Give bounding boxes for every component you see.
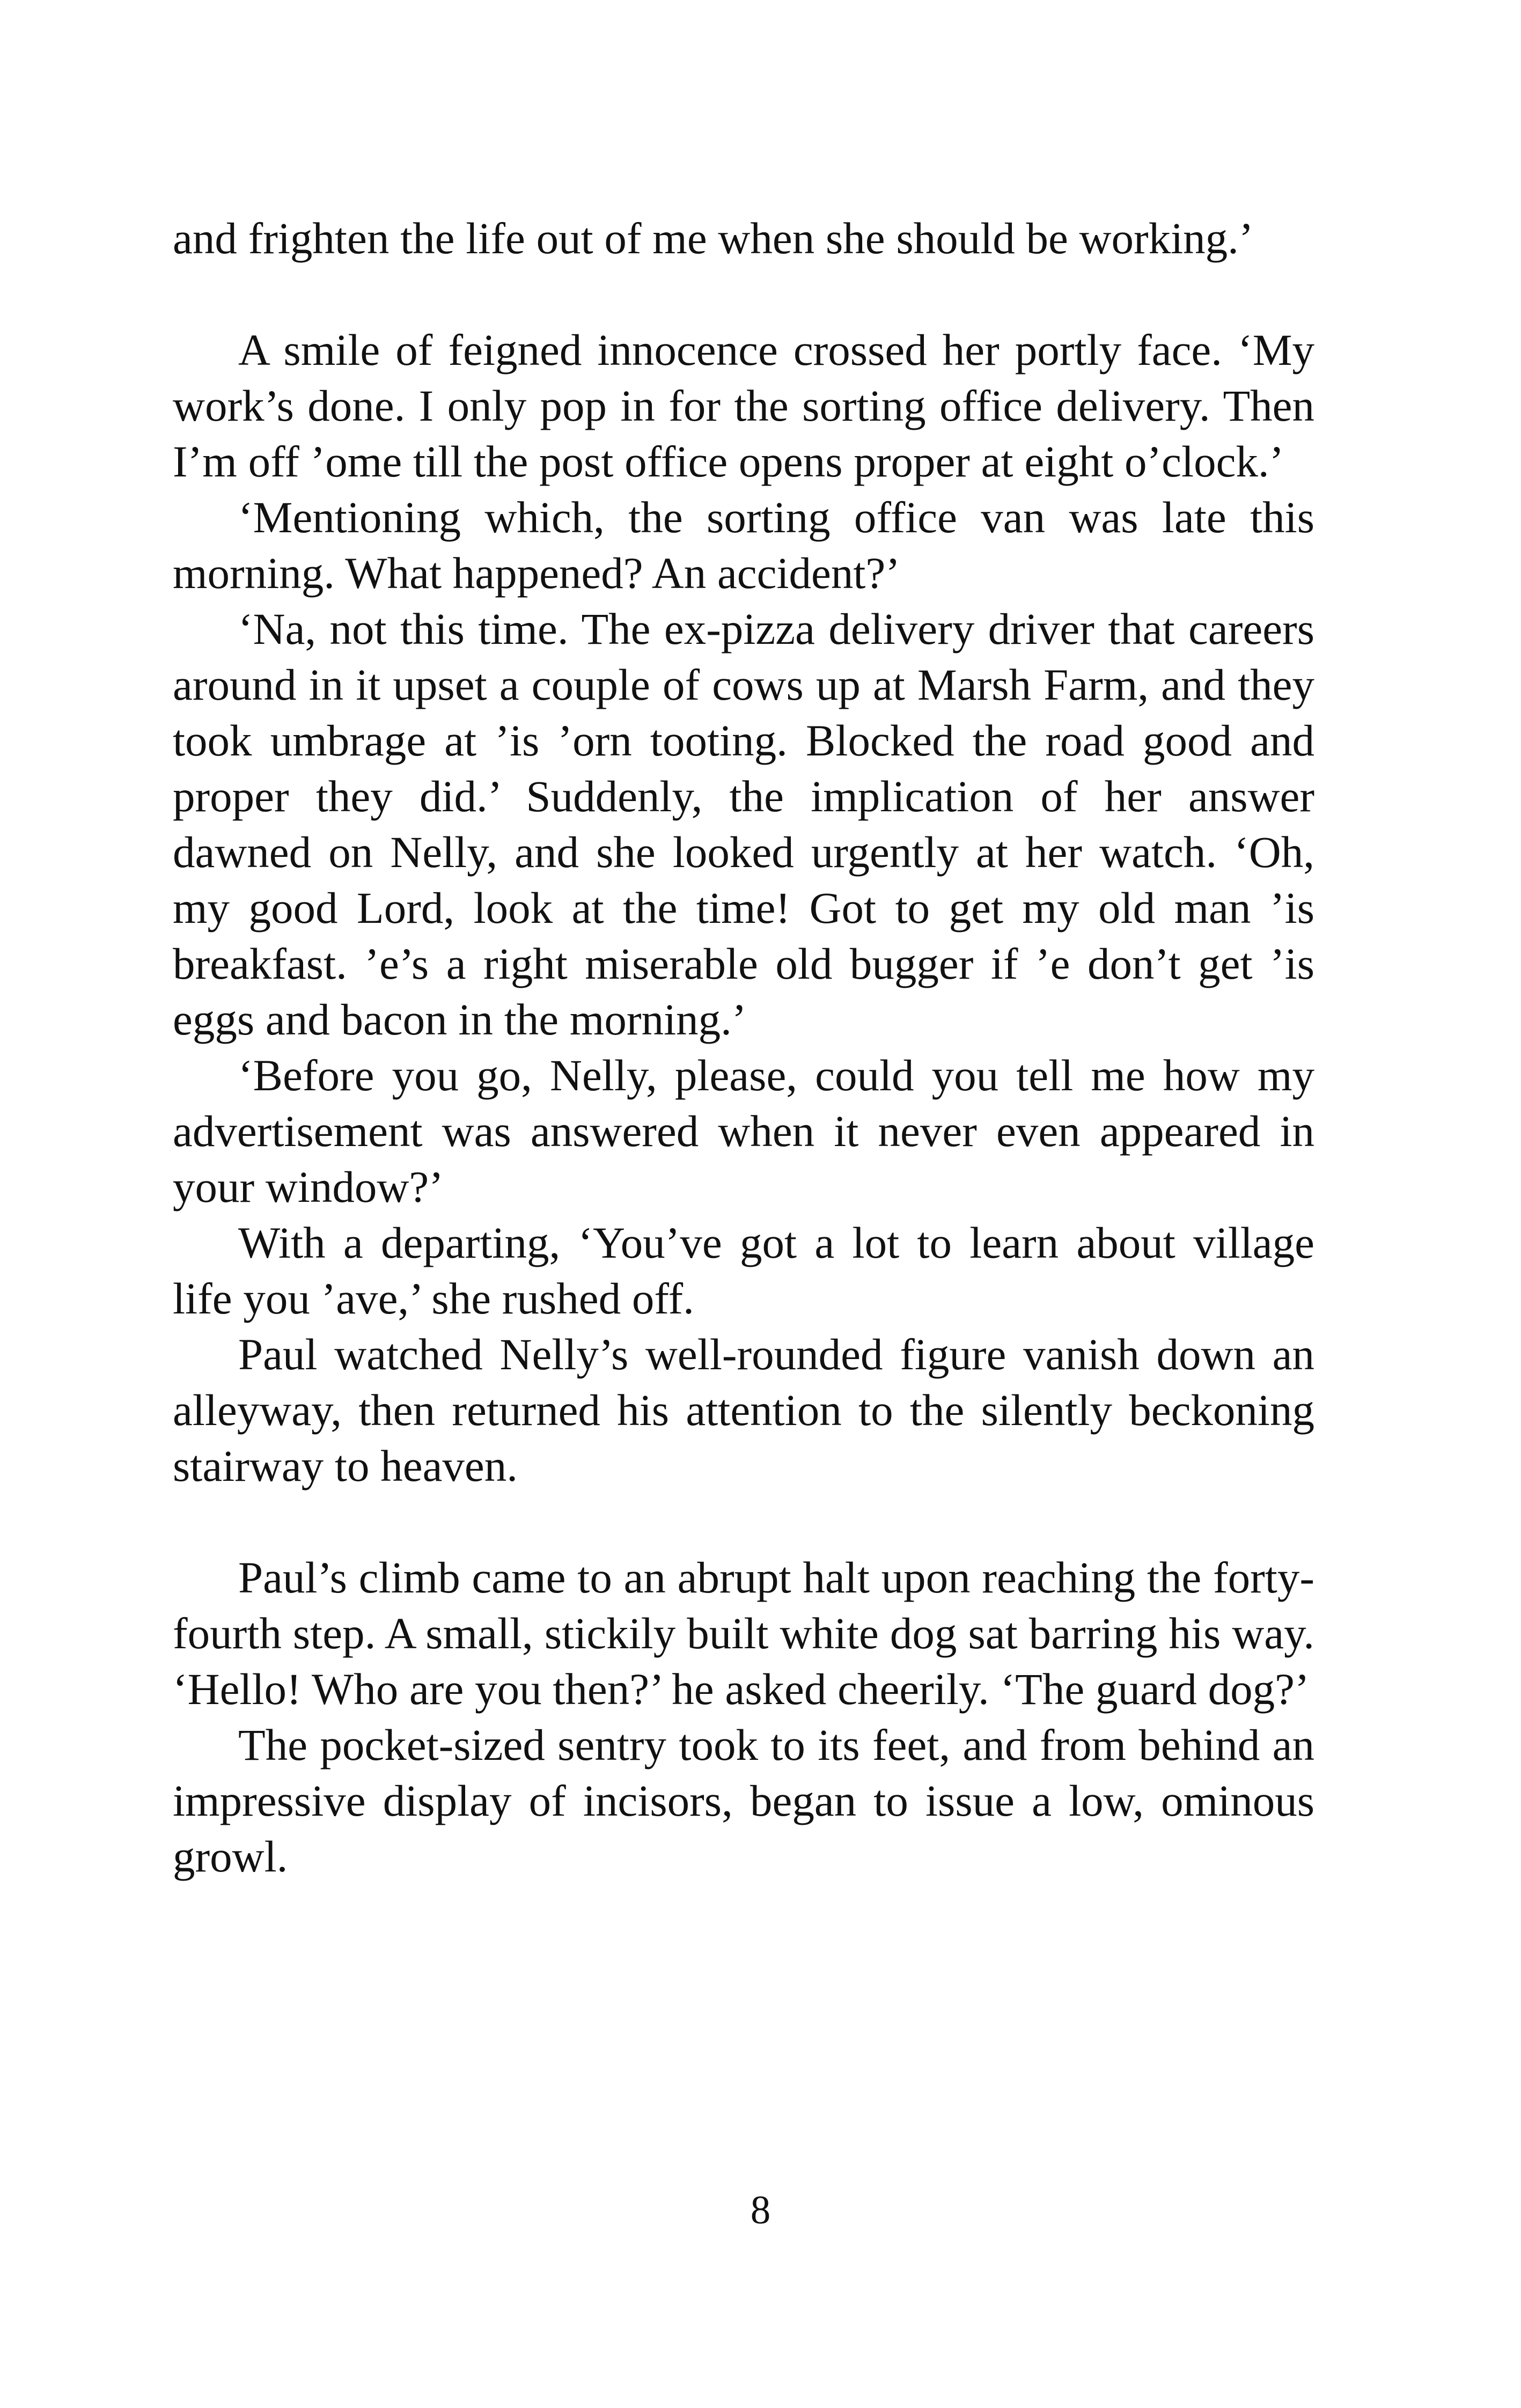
- paragraph: ‘Before you go, Nelly, please, could you tell me how my advertisement was answered when it never even appeared in your window?’: [173, 1051, 1314, 1212]
- paragraph: ‘Mentioning which, the sorting office van was late this morning. What happened? An accident?’: [173, 493, 1314, 598]
- paragraph: ‘Na, not this time. The ex-pizza delivery driver that careers around in it upset a couple of cows up at Marsh Farm, and they took umbrage at ’is ’orn tooting. Blocked the road good and proper they did.’ Suddenly, the implication of her answer dawned on Nelly, and she looked urgently at her watch. ‘Oh, my good Lord, look at the time! Got to get my old man ’is breakfast. ’e’s a right miserable old bugger if ’e don’t get ’is eggs and bacon in the morning.’: [173, 604, 1314, 1044]
- paragraph: With a departing, ‘You’ve got a lot to learn about village life you ’ave,’ she rushed off.: [173, 1218, 1314, 1323]
- paragraph-continued: and frighten the life out of me when she should be working.’: [173, 214, 1254, 263]
- page-number: 8: [750, 2188, 771, 2233]
- paragraph: Paul watched Nelly’s well-rounded figure vanish down an alleyway, then returned his attention to the silently beckoning stairway to heaven.: [173, 1330, 1314, 1491]
- paragraph: The pocket-sized sentry took to its feet, and from behind an impressive display of incisors, began to issue a low, ominous growl.: [173, 1720, 1314, 1881]
- paragraph: Paul’s climb came to an abrupt halt upon reaching the forty-fourth step. A small, stickily built white dog sat barring his way. ‘Hello! Who are you then?’ he asked cheerily. ‘The guard dog?’: [173, 1553, 1314, 1714]
- paragraph: A smile of feigned innocence crossed her portly face. ‘My work’s done. I only pop in for the sorting office delivery. Then I’m off ’ome till the post office opens proper at eight o’clock.’: [173, 325, 1314, 486]
- body-text: [173, 210, 1314, 1884]
